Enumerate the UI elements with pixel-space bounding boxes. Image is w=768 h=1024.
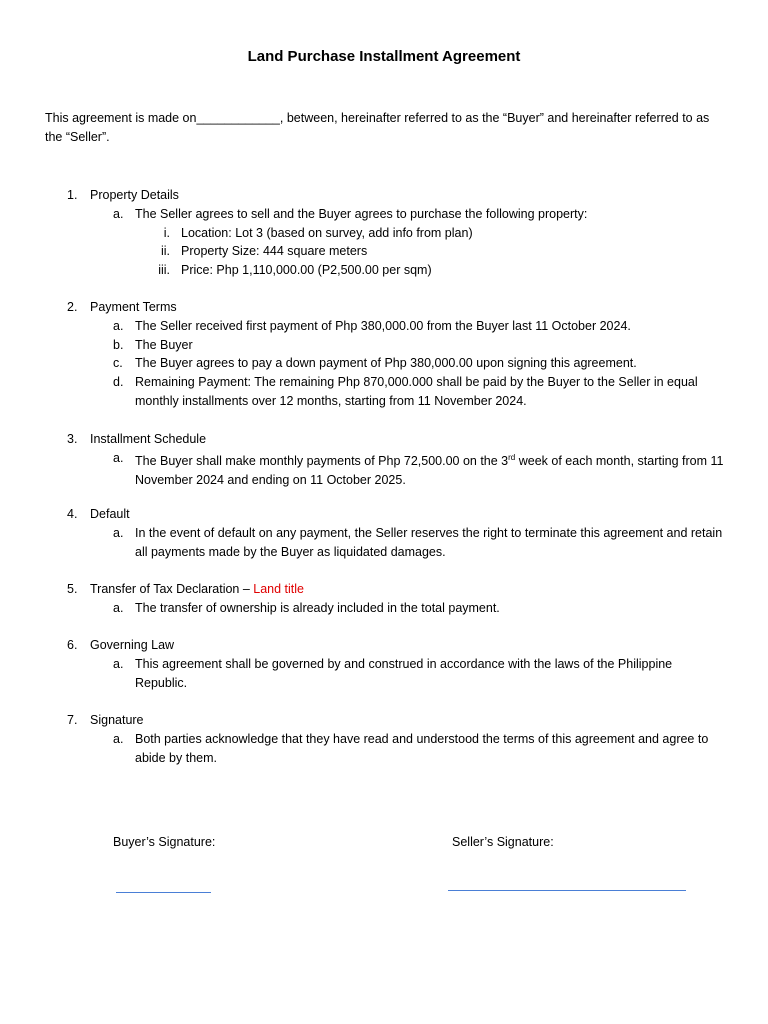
section-heading: Installment Schedule	[90, 432, 207, 446]
section-heading: Signature	[90, 713, 144, 727]
item-text: This agreement shall be governed by and construed in accordance with the laws of the Philippine Republic.	[135, 656, 673, 690]
section-transfer	[0, 580, 768, 618]
section-heading-row	[0, 186, 768, 205]
item-letter: a.	[113, 318, 124, 333]
section-number: 2.	[67, 300, 78, 314]
sub-item-text: Price: Php 1,110,000.00 (P2,500.00 per sqm)	[181, 263, 432, 278]
item-letter: a.	[113, 525, 124, 540]
list-item	[0, 373, 768, 411]
section-payment-terms	[0, 298, 768, 411]
section-heading: Default	[90, 507, 130, 521]
item-letter: c.	[113, 356, 123, 371]
item-text: Remaining Payment: The remaining Php 870,000.000 shall be paid by the Buyer to the Seller in equal monthly installments over 12 months, starting from 11 November 2024.	[135, 375, 698, 408]
section-heading: Governing Law	[90, 638, 175, 652]
list-item	[0, 336, 768, 355]
section-heading-row	[0, 430, 768, 449]
list-item	[0, 730, 768, 768]
ordinal-suffix: rd	[508, 452, 516, 462]
item-text-part: week of each month, starting from 11 November 2024 and ending on 11 October 2025.	[135, 453, 724, 487]
sub-item-number: i.	[163, 225, 170, 240]
sub-item-text: Property Size: 444 square meters	[181, 244, 368, 259]
section-heading-row	[0, 298, 768, 317]
item-text-part: The Buyer shall make monthly payments of Php 72,500.00 on the 3	[135, 453, 509, 468]
land-title-highlight: Land title	[253, 582, 305, 596]
item-text: The transfer of ownership is already included in the total payment.	[135, 600, 500, 615]
section-number: 4.	[67, 507, 78, 521]
sub-item-number: ii.	[160, 244, 170, 259]
section-heading: Payment Terms	[90, 300, 177, 314]
item-text: The Buyer	[135, 337, 193, 352]
item-text	[135, 449, 725, 490]
section-number: 7.	[67, 713, 78, 727]
item-letter: d.	[113, 375, 124, 390]
section-number: 3.	[67, 432, 78, 446]
sub-item-number: iii.	[158, 263, 170, 278]
sub-list-item	[0, 224, 768, 243]
list-item	[0, 354, 768, 373]
section-default	[0, 505, 768, 561]
section-governing-law	[0, 636, 768, 692]
section-heading-row	[0, 711, 768, 730]
seller-signature-line[interactable]	[448, 890, 686, 891]
section-installment-schedule	[0, 430, 768, 490]
item-text: The Seller agrees to sell and the Buyer agrees to purchase the following property:	[135, 206, 588, 221]
section-heading-row	[0, 580, 768, 599]
item-text: Both parties acknowledge that they have read and understood the terms of this agreement and agree to abide by them.	[135, 731, 709, 765]
section-heading	[90, 580, 304, 599]
buyer-signature-label: Buyer’s Signature:	[113, 835, 216, 849]
list-item	[0, 205, 768, 224]
item-letter: a.	[113, 731, 124, 746]
list-item	[0, 524, 768, 562]
section-number: 5.	[67, 582, 78, 596]
sub-list-item	[0, 261, 768, 280]
list-item	[0, 599, 768, 618]
list-item	[0, 449, 768, 490]
section-heading: Property Details	[90, 188, 179, 202]
item-letter: a.	[113, 450, 124, 465]
item-letter: a.	[113, 206, 124, 221]
list-item	[0, 655, 768, 693]
section-heading-row	[0, 636, 768, 655]
section-heading-text: Transfer of Tax Declaration –	[90, 582, 254, 596]
item-text: In the event of default on any payment, the Seller reserves the right to terminate this agreement and retain all payments made by the Buyer as liquidated damages.	[135, 525, 723, 559]
item-letter: a.	[113, 656, 124, 671]
section-signature	[0, 711, 768, 767]
item-text: The Buyer agrees to pay a down payment of Php 380,000.00 upon signing this agreement.	[135, 356, 637, 371]
section-heading-row	[0, 505, 768, 524]
section-number: 6.	[67, 638, 78, 652]
document-title: Land Purchase Installment Agreement	[247, 48, 521, 65]
seller-signature-label: Seller’s Signature:	[452, 835, 554, 849]
sub-item-text: Location: Lot 3 (based on survey, add info from plan)	[181, 225, 473, 240]
buyer-signature-line[interactable]	[116, 892, 211, 893]
section-number: 1.	[67, 188, 78, 202]
list-item	[0, 317, 768, 336]
item-letter: b.	[113, 337, 124, 352]
item-letter: a.	[113, 600, 124, 615]
intro-paragraph: This agreement is made on____________, between, hereinafter referred to as the “Buyer” and hereinafter referred to as the “Seller”.	[45, 111, 710, 144]
item-text: The Seller received first payment of Php 380,000.00 from the Buyer last 11 October 2024.	[135, 318, 631, 333]
section-property-details	[0, 186, 768, 280]
sub-list-item	[0, 242, 768, 261]
